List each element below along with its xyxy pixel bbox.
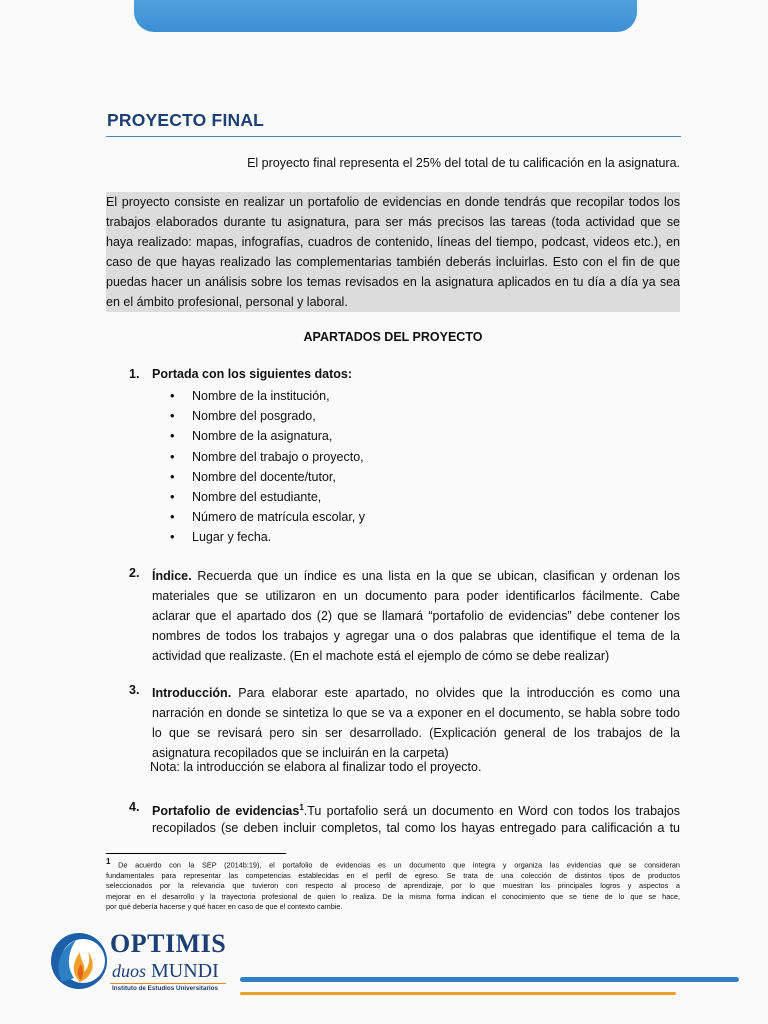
logo-divider <box>110 983 226 984</box>
introduccion-note: Nota: la introducción se elabora al finalizar todo el proyecto. <box>150 760 482 774</box>
section-number-4: 4. <box>129 800 140 814</box>
portada-bullet-list <box>170 386 365 548</box>
section-line <box>152 683 680 703</box>
paragraph-line: El proyecto consiste en realizar un portafolio de evidencias en donde tendrás que recopilar todos los <box>106 195 680 209</box>
footnote-line: fundamentales para representar las competencias establecidas en el perfil de egreso. Se trata de una colección de distintos tipos de productos <box>106 870 680 880</box>
list-item: • Número de matrícula escolar, y <box>170 507 365 527</box>
section-portafolio <box>152 798 680 838</box>
logo-wordmark: OPTIMIS <box>110 929 227 958</box>
section-line: actividad que realizaste. (En el machote está el ejemplo de cómo se debe realizar) <box>152 649 610 663</box>
footnote-line <box>106 857 680 871</box>
section-subheading: APARTADOS DEL PROYECTO <box>303 330 483 344</box>
section-number-1: 1. <box>129 367 140 381</box>
section-line: asignatura recopilados que se incluirán en la carpeta) <box>152 746 449 760</box>
section-number-3: 3. <box>129 683 140 697</box>
section-introduccion <box>152 683 680 763</box>
footnote-line: seleccionados por la relevancia que tuvieron con respecto al proceso de aprendizaje, por lo que muestran los principales logros y aspectos a <box>106 881 680 891</box>
section-indice <box>152 566 680 666</box>
list-item: • Nombre de la institución, <box>170 386 365 406</box>
highlighted-paragraph <box>106 192 680 312</box>
section-heading-indice: Índice. <box>152 569 192 583</box>
list-item: • Nombre del posgrado, <box>170 406 365 426</box>
title-divider <box>106 136 681 137</box>
list-item: • Nombre de la asignatura, <box>170 426 365 446</box>
section-heading-portafolio: Portafolio de evidencias <box>152 804 300 818</box>
page-title: PROYECTO FINAL <box>107 110 265 130</box>
paragraph-line: haya realizado: mapas, infografías, cuadros de contenido, líneas del tiempo, podcast, videos etc.), en <box>106 235 680 249</box>
footnote-line: mejorar en el desarrollo y la trayectoria profesional de quien lo realiza. De la misma forma indican el conocimiento que se tiene de lo que se hace, <box>106 891 680 901</box>
flame-emblem-icon <box>50 926 108 996</box>
footnote-line: por qué debería hacerse y qué hacer en caso de que el contexto cambie. <box>106 902 343 912</box>
footnote <box>106 857 680 913</box>
footer-blue-bar <box>240 977 739 982</box>
footnote-number: 1 <box>106 857 111 866</box>
section-line: aclarar que el apartado dos (2) que se llamará “portafolio de evidencias” debe contener los <box>152 609 680 623</box>
footer-orange-bar <box>240 992 676 995</box>
list-item: • Nombre del estudiante, <box>170 487 365 507</box>
section-line: recopilados (se deben incluir completos, tal como los hayas entregado para calificación a tu <box>152 821 680 835</box>
footnote-ref: 1 <box>299 803 304 812</box>
section-number-2: 2. <box>129 566 140 580</box>
intro-paragraph: El proyecto final representa el 25% del total de tu calificación en la asignatura. <box>247 156 680 170</box>
header-banner <box>134 0 637 32</box>
list-item: • Nombre del docente/tutor, <box>170 467 365 487</box>
list-item: • Nombre del trabajo o proyecto, <box>170 447 365 467</box>
section-line <box>152 566 680 586</box>
section-line: narración en donde se sintetiza lo que se va a exponer en el documento, se habla sobre todo <box>152 706 680 720</box>
list-item: • Lugar y fecha. <box>170 527 365 547</box>
logo-subtitle <box>112 960 219 982</box>
section-line <box>152 798 680 818</box>
footnote-text: De acuerdo con la SEP (2014b:19), el portafolio de evidencias es un documento que integra y organiza las evidencias que se consideran <box>110 860 680 870</box>
section-text: Recuerda que un índice es una lista en la que se ubican, clasifican y ordenan los <box>191 569 680 583</box>
paragraph-line: trabajos elaborados durante tu asignatura, para ser más precisos las tareas (toda actividad que se <box>106 215 680 229</box>
section-line: materiales que se utilizaron en un documento para poder identificarlos fácilmente. Cabe <box>152 589 680 603</box>
footnote-divider <box>106 853 286 854</box>
logo-sub-italic: duos <box>112 961 147 981</box>
optimis-logo <box>50 926 230 998</box>
paragraph-line: caso de que hayas realizado las complementarias también deberás incluirlas. Esto con el fin de que <box>106 255 680 269</box>
paragraph-line: en el ámbito profesional, personal y laboral. <box>106 295 348 309</box>
section-text: Para elaborar este apartado, no olvides que la introducción es como una <box>231 686 680 700</box>
section-heading-portada: Portada con los siguientes datos: <box>152 367 353 381</box>
paragraph-line: puedas hacer un análisis sobre los temas revisados en la asignatura aplicados en tu día a día ya sea <box>106 275 680 289</box>
section-line: lo que se revisará pero sin ser desarrollado. (Explicación general de los trabajos de la <box>152 726 680 740</box>
section-heading-introduccion: Introducción. <box>152 686 232 700</box>
logo-sub-rest: MUNDI <box>151 960 219 982</box>
section-line: nombres de todos los trabajos y agregar una o dos palabras que identifique el tema de la <box>152 629 680 643</box>
section-text: .Tu portafolio será un documento en Word con todos los trabajos <box>303 804 680 818</box>
logo-institute: Instituto de Estudios Universitarios <box>112 985 219 992</box>
